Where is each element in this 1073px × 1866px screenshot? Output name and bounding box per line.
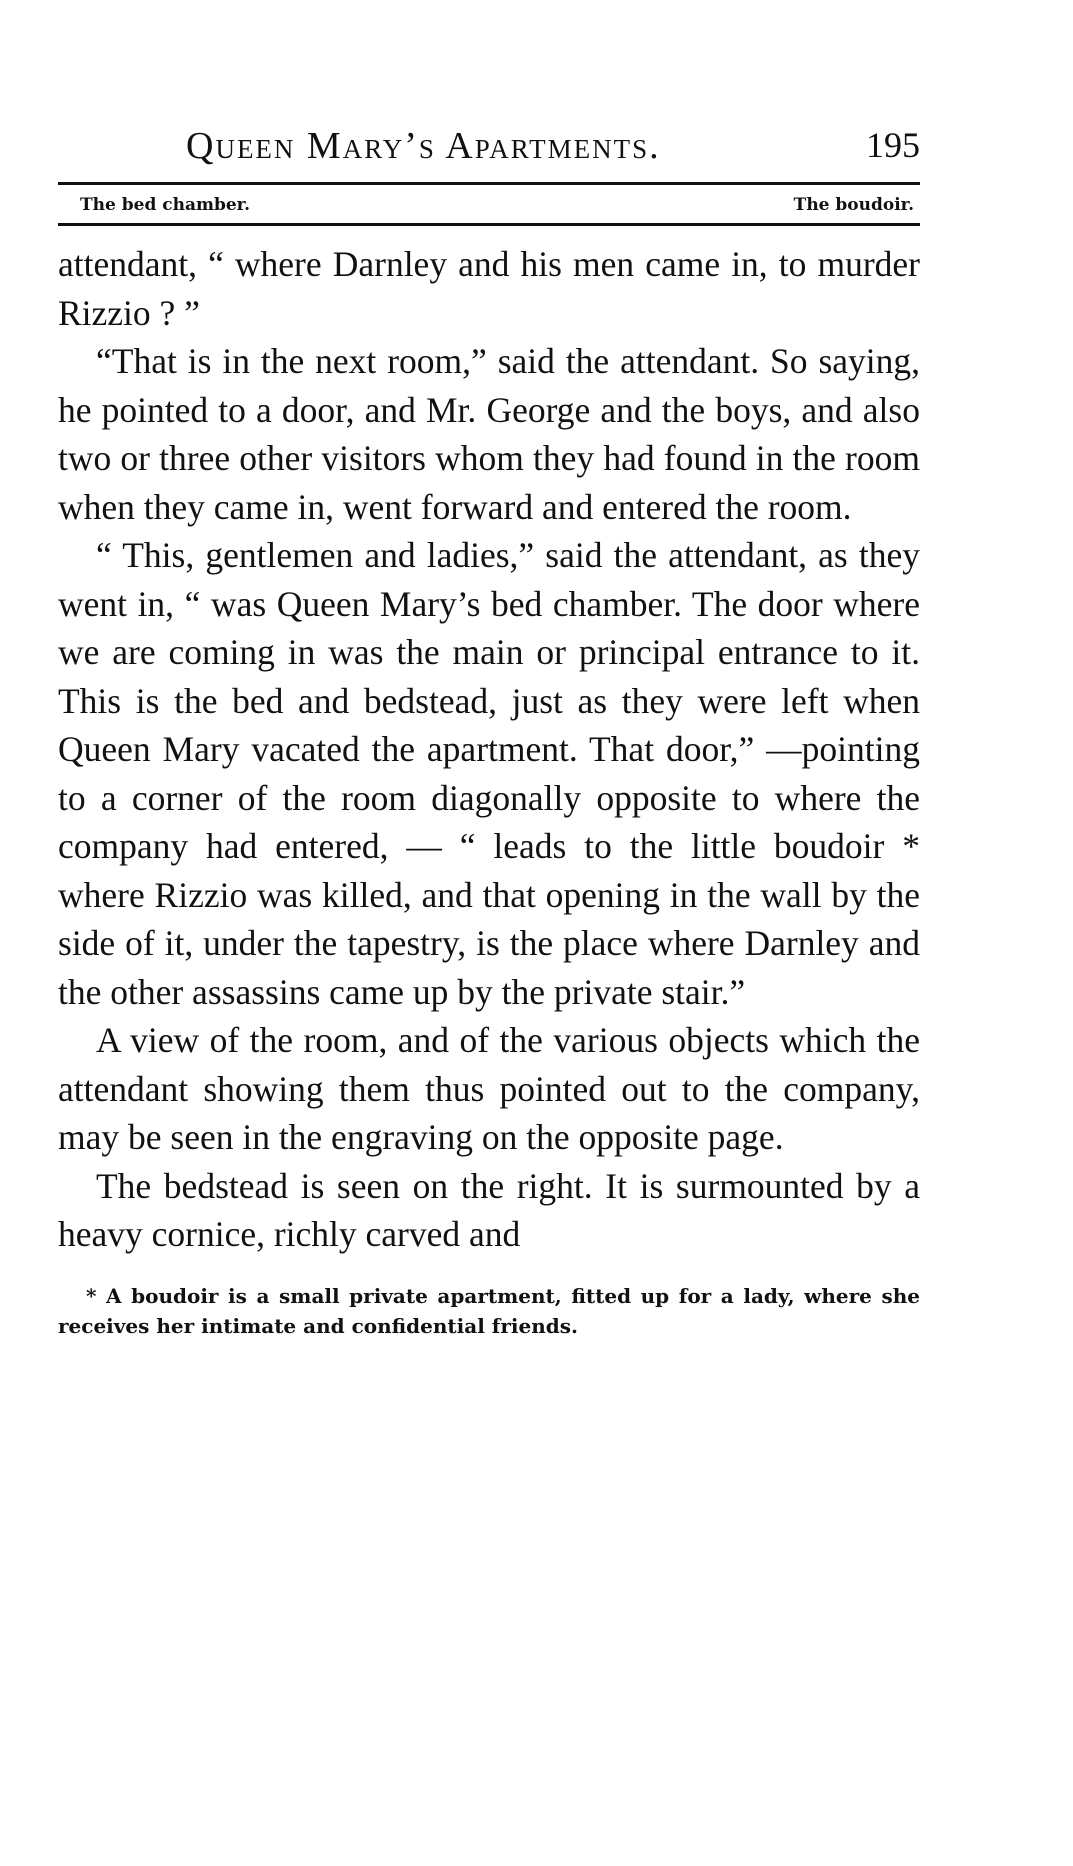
footnote: * A boudoir is a small private apartment, fitted up for a lady, where she receives her intimate and confidential friends. xyxy=(58,1283,920,1338)
body-text xyxy=(58,240,920,1259)
paragraph: “That is in the next room,” said the attendant. So saying, he pointed to a door, and Mr. George and the boys, and also two or three other visitors whom they had found in the room when they came in, went forward and entered the room. xyxy=(58,341,920,527)
paragraph: A view of the room, and of the various objects which the attendant showing them thus pointed out to the company, may be seen in the engraving on the opposite page. xyxy=(58,1020,920,1157)
paragraph: The bedstead is seen on the right. It is surmounted by a heavy cornice, richly carved and xyxy=(58,1165,920,1254)
running-head xyxy=(58,118,920,174)
running-title: Queen Mary’s Apartments. xyxy=(186,125,661,167)
book-page xyxy=(58,118,920,1341)
paragraph: attendant, “ where Darnley and his men came in, to murder Rizzio ? ” xyxy=(58,244,920,333)
subhead-left: The bed chamber. xyxy=(80,195,250,215)
page-number: 195 xyxy=(866,125,920,165)
subhead-right: The boudoir. xyxy=(793,195,914,215)
subheads xyxy=(58,185,920,223)
header-rule-bottom xyxy=(58,223,920,226)
paragraph: “ This, gentlemen and ladies,” said the attendant, as they went in, “ was Queen Mary’s bed chamber. The door where we are coming in was the main or principal entrance to it. This is the bed and bedstead, just as they were left when Queen Mary vacated the apartment. That door,” —pointing to a corner of the room diagonally opposite to where the company had entered, — “ leads to the little boudoir * where Rizzio was killed, and that opening in the wall by the side of it, under the tapestry, is the place where Darnley and the other assassins came up by the private stair.” xyxy=(58,535,920,1012)
